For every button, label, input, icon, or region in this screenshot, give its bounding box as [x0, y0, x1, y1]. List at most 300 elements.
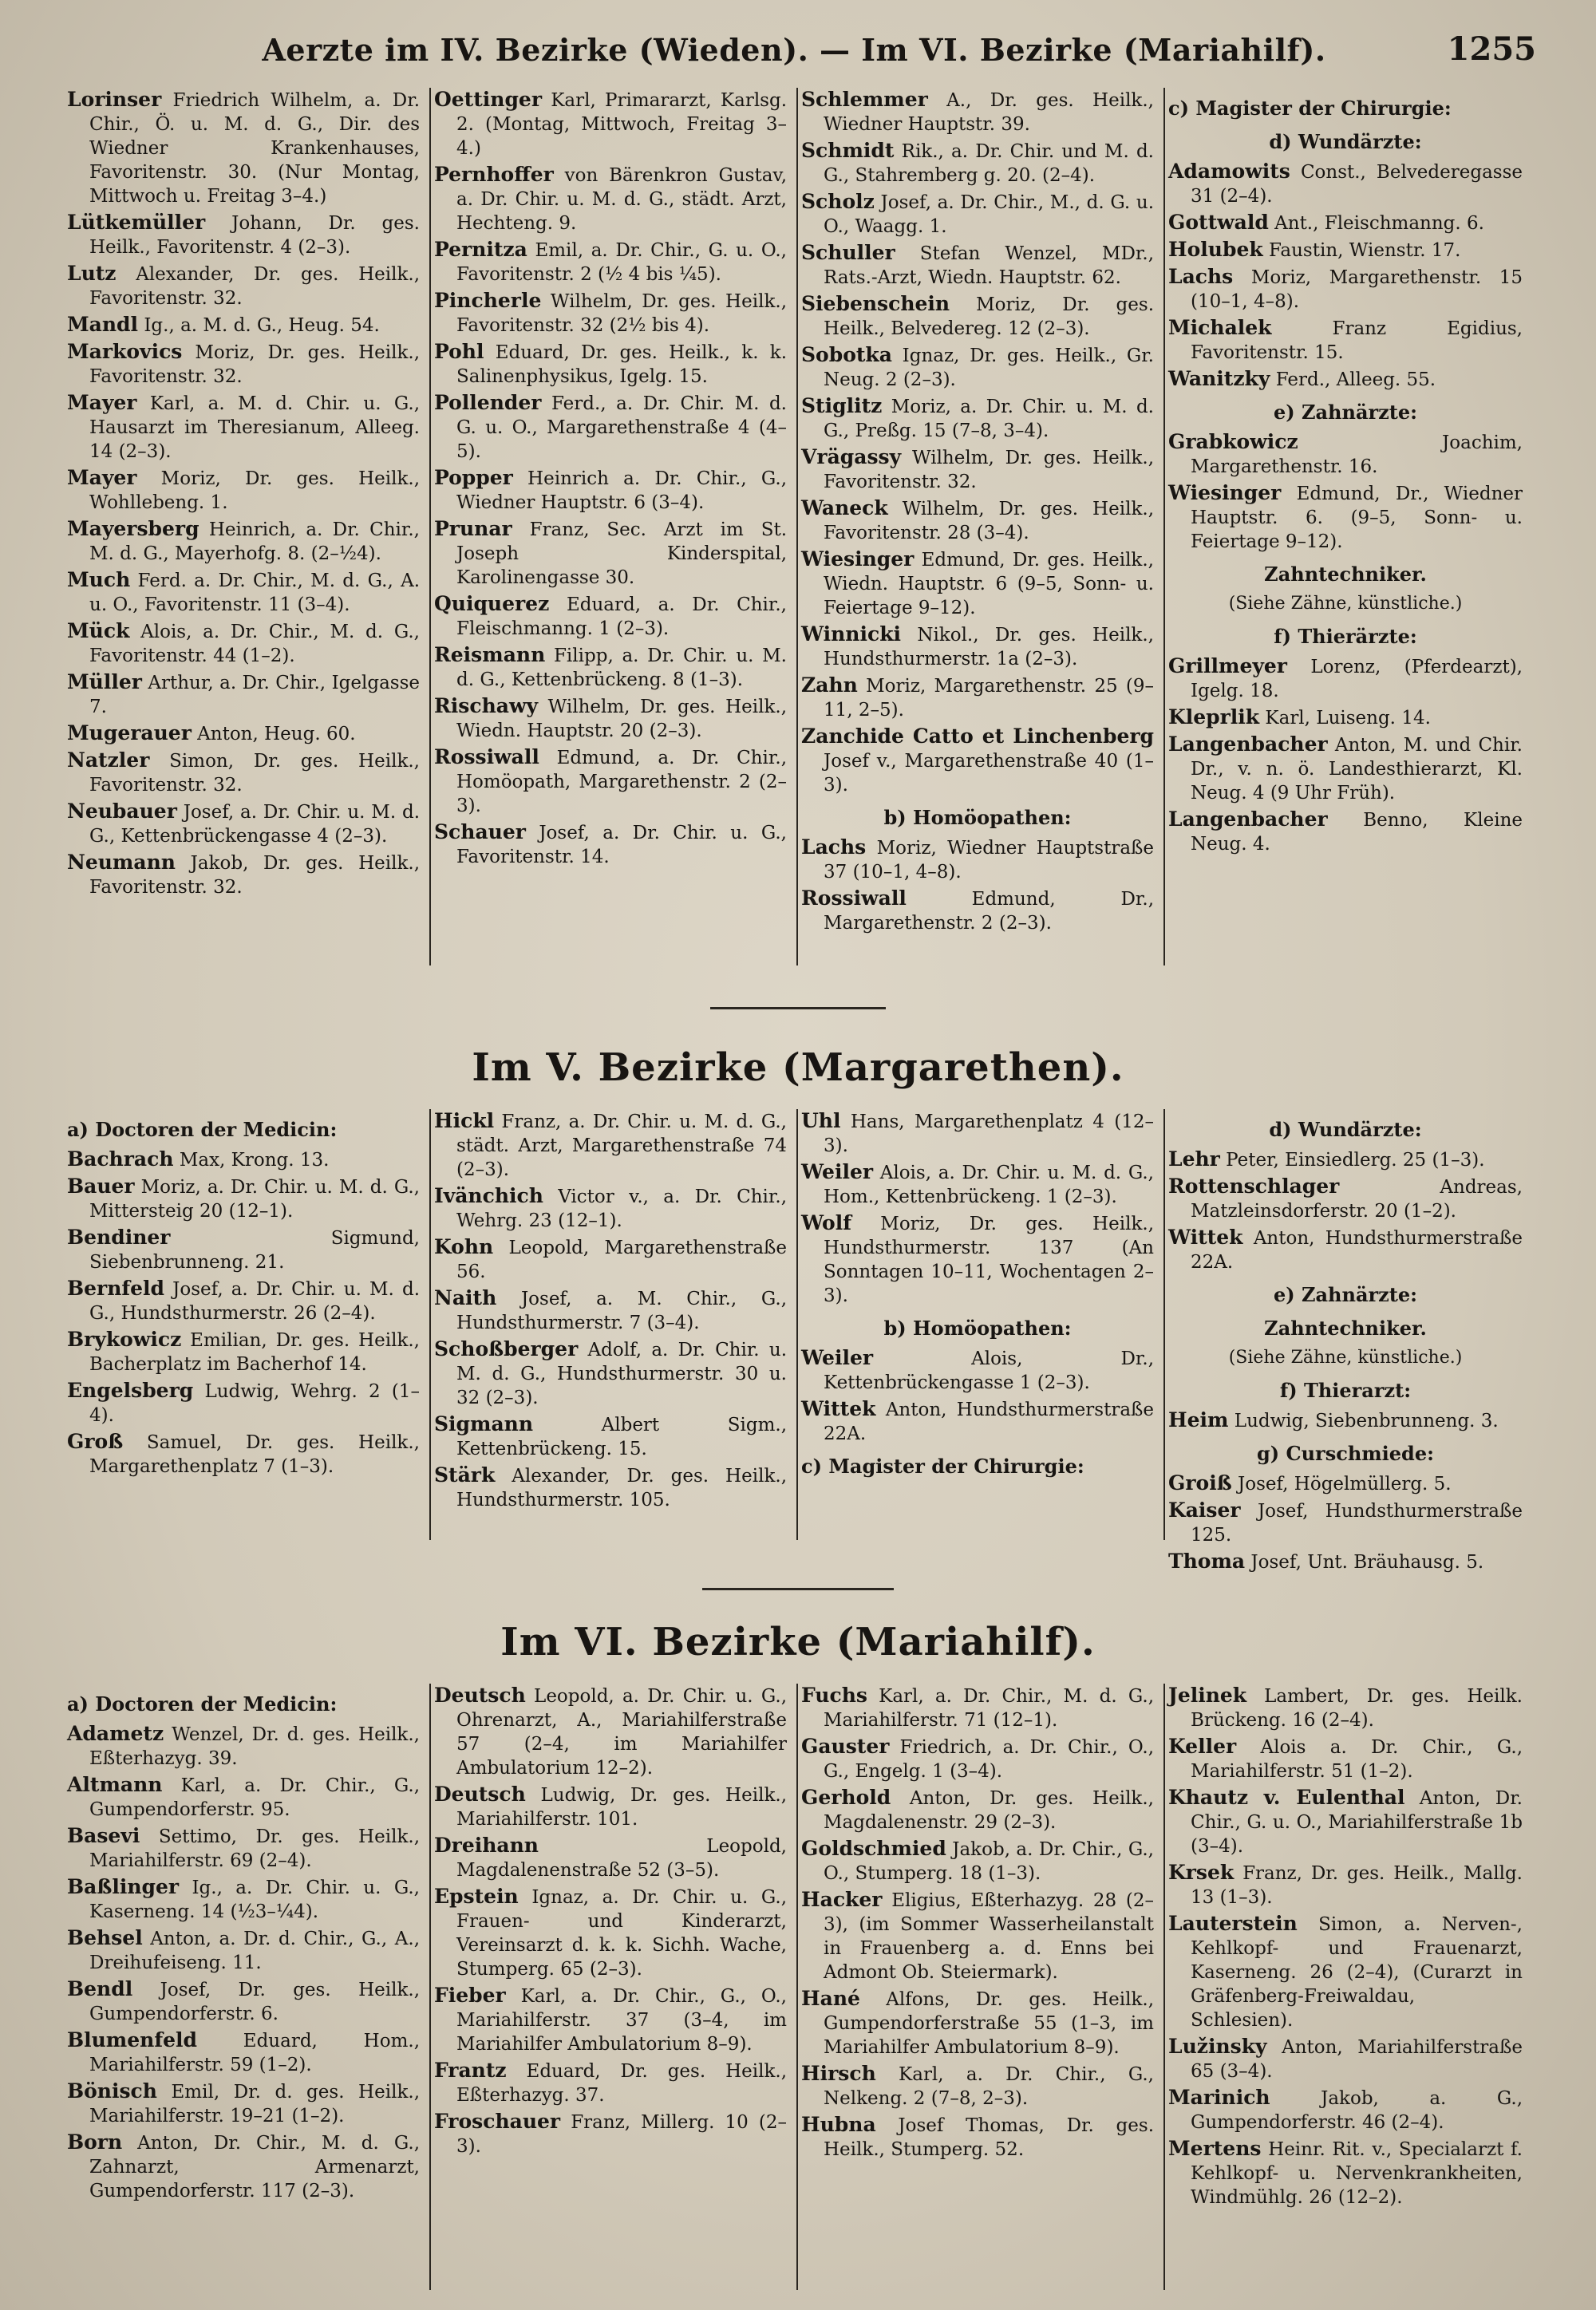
- entry-name: Uhl: [801, 1109, 841, 1132]
- entry-name: Jelinek: [1168, 1684, 1247, 1707]
- entry-name: Michalek: [1168, 316, 1272, 339]
- directory-entry: [67, 262, 420, 310]
- entry-name: Deutsch: [434, 1783, 526, 1806]
- directory-entry: [801, 445, 1154, 494]
- directory-entry: [434, 238, 787, 286]
- entry-name: Adametz: [67, 1722, 164, 1745]
- column-3: [798, 1109, 1165, 1540]
- column-2: [431, 88, 798, 965]
- directory-entry: [801, 1987, 1154, 2059]
- entry-details: Eduard, Dr. ges. Heilk., k. k. Salinenphysikus, Igelg. 15.: [456, 342, 788, 387]
- entry-details: Filipp, a. Dr. Chir. u. M. d. G., Kettenbrückeng. 8 (1–3).: [456, 646, 787, 690]
- entry-name: Bendiner: [67, 1226, 171, 1249]
- directory-entry: [801, 835, 1154, 884]
- entry-name: Schuller: [801, 241, 895, 264]
- directory-entry: [1168, 2137, 1523, 2209]
- directory-entry: [67, 1379, 420, 1427]
- entry-details: Karl, Luiseng. 14.: [1265, 708, 1431, 729]
- entry-name: Groß: [67, 1430, 124, 1453]
- entry-details: Alexander, Dr. ges. Heilk., Favoritenstr. 32.: [89, 264, 421, 309]
- entry-name: Lachs: [1168, 265, 1234, 288]
- entry-name: Lachs: [801, 835, 867, 859]
- directory-entry: [434, 1984, 787, 2056]
- entry-name: Kaiser: [1168, 1499, 1241, 1522]
- directory-entry: [1168, 430, 1523, 479]
- entry-list: [1168, 1684, 1523, 2209]
- entry-details: Anton, Hundsthurmerstraße 22A.: [824, 1400, 1154, 1444]
- column-2: [431, 1109, 798, 1540]
- entry-details: Moriz, Dr. ges. Heilk., Wohllebeng. 1.: [89, 468, 421, 513]
- entry-details: Albert Sigm., Kettenbrückeng. 15.: [456, 1415, 787, 1459]
- entry-name: Kleprlik: [1168, 705, 1260, 729]
- entry-details: Josef, Högelmüllerg. 5.: [1238, 1474, 1452, 1495]
- entry-name: Schmidt: [801, 139, 895, 162]
- subheading-curschmiede: g) Curschmiede:: [1257, 1442, 1434, 1465]
- entry-name: Frantz: [434, 2059, 507, 2082]
- entry-details: Nikol., Dr. ges. Heilk., Hundsthurmerstr. 1a (2–3).: [824, 625, 1154, 669]
- entry-name: Engelsberg: [67, 1379, 194, 1402]
- entry-name: Mayersberg: [67, 517, 200, 540]
- entry-details: Anton, Heug. 60.: [197, 724, 356, 744]
- column-4: [1165, 1109, 1532, 1573]
- subheading-zahntechniker: Zahntechniker.: [1264, 1317, 1427, 1340]
- entry-details: Franz, Millerg. 10 (2–3).: [456, 2112, 787, 2157]
- entry-name: Zanchide Catto et Linchenberg: [801, 725, 1154, 748]
- entry-name: Wittek: [1168, 1226, 1243, 1249]
- running-head: Aerzte im IV. Bezirke (Wieden). — Im VI. Bezirke (Mariahilf).: [262, 32, 1326, 68]
- column-1: [64, 1684, 431, 2290]
- entry-name: Altmann: [67, 1773, 163, 1796]
- entry-list: [1168, 1147, 1523, 1274]
- directory-entry: [1168, 1786, 1523, 1858]
- directory-entry: [801, 1684, 1154, 1732]
- section-wieden-columns: [64, 88, 1532, 965]
- entry-name: Much: [67, 568, 131, 591]
- entry-details: Franz, a. Dr. Chir. u. M. d. G., städt. Arzt, Margarethenstraße 74 (2–3).: [456, 1112, 787, 1180]
- entry-details: Alois a. Dr. Chir., G., Mariahilferstr. 51 (1–2).: [1191, 1737, 1523, 1782]
- directory-entry: [801, 547, 1154, 620]
- entry-name: Quiquerez: [434, 592, 550, 615]
- directory-entry: [1168, 1912, 1523, 2032]
- directory-entry: [434, 2059, 787, 2107]
- entry-details: Joachim, Margarethenstr. 16.: [1191, 432, 1523, 477]
- entry-name: Reismann: [434, 643, 546, 666]
- entry-list: [1168, 654, 1523, 856]
- directory-entry: [1168, 316, 1523, 365]
- entry-name: Thoma: [1168, 1550, 1246, 1573]
- section-wieden: [64, 88, 1532, 965]
- entry-details: Ignaz, a. Dr. Chir. u. G., Frauen- und Kinderarzt, Vereinsarzt d. k. k. Sichh. Wache, Stumperg. 65 (2–3).: [456, 1887, 788, 1980]
- entry-details: Edmund, Dr., Wiedner Hauptstr. 6. (9–5, Sonn- u. Feiertage 9–12).: [1191, 484, 1523, 552]
- entry-name: Lütkemüller: [67, 211, 206, 234]
- entry-name: Lorinser: [67, 88, 162, 111]
- directory-entry: [801, 1109, 1154, 1158]
- entry-name: Wanitzky: [1168, 367, 1270, 390]
- entry-list: [801, 835, 1154, 935]
- directory-entry: [1168, 732, 1523, 805]
- entry-name: Blumenfeld: [67, 2028, 197, 2051]
- entry-details: Wilhelm, Dr. ges. Heilk., Favoritenstr. 32.: [824, 448, 1155, 492]
- entry-details: Karl, a. M. d. Chir. u. G., Hausarzt im Theresianum, Alleeg. 14 (2–3).: [89, 393, 421, 462]
- directory-entry: [801, 1837, 1154, 1886]
- entry-name: Epstein: [434, 1885, 519, 1908]
- directory-entry: [1168, 238, 1523, 263]
- directory-entry: [801, 1397, 1154, 1446]
- directory-entry: [67, 721, 420, 746]
- entry-name: Mugerauer: [67, 721, 192, 744]
- directory-entry: [1168, 1147, 1523, 1172]
- directory-entry: [1168, 367, 1523, 392]
- entry-name: Grillmeyer: [1168, 654, 1287, 677]
- entry-details: Edmund, a. Dr. Chir., Homöopath, Margarethenstr. 2 (2–3).: [456, 748, 788, 816]
- directory-entry: [67, 748, 420, 797]
- directory-entry: [1168, 1226, 1523, 1274]
- directory-entry: [434, 163, 787, 235]
- entry-details: A., Dr. ges. Heilk., Wiedner Hauptstr. 39.: [824, 90, 1154, 135]
- directory-entry: [434, 1235, 787, 1284]
- directory-entry: [1168, 1175, 1523, 1223]
- directory-entry: [1168, 2035, 1523, 2083]
- directory-entry: [434, 88, 787, 160]
- entry-details: Friedrich, a. Dr. Chir., O., G., Engelg. 1 (3–4).: [824, 1737, 1155, 1782]
- entry-name: Langenbacher: [1168, 808, 1328, 831]
- column-3: [798, 1684, 1165, 2290]
- entry-name: Wolf: [801, 1211, 851, 1234]
- entry-details: Eduard, Hom., Mariahilferstr. 59 (1–2).: [89, 2031, 421, 2075]
- entry-name: Hirsch: [801, 2062, 876, 2085]
- entry-details: Ig., a. Dr. Chir. u. G., Kaserneng. 14 (½3–¼4).: [89, 1878, 420, 1922]
- entry-name: Fuchs: [801, 1684, 867, 1707]
- directory-entry: [434, 1783, 787, 1831]
- entry-details: Ignaz, Dr. ges. Heilk., Gr. Neug. 2 (2–3).: [824, 346, 1154, 390]
- entry-name: Lužinsky: [1168, 2035, 1267, 2058]
- entry-details: Anton, Dr. Chir., G. u. O., Mariahilferstraße 1b (3–4).: [1191, 1788, 1523, 1857]
- entry-name: Pohl: [434, 340, 484, 363]
- entry-details: Peter, Einsiedlerg. 25 (1–3).: [1226, 1150, 1485, 1171]
- column-2: [431, 1684, 798, 2290]
- entry-details: Anton, Dr. Chir., M. d. G., Zahnarzt, Armenarzt, Gumpendorferstr. 117 (2–3).: [89, 2133, 421, 2201]
- entry-details: Karl, a. Dr. Chir., G., Gumpendorferstr. 95.: [89, 1775, 421, 1820]
- directory-entry: [67, 1875, 420, 1924]
- entry-name: Pernitza: [434, 238, 527, 261]
- entry-name: Vrägassy: [801, 445, 902, 468]
- entry-name: Schlemmer: [801, 88, 928, 111]
- section-title: Im V. Bezirke (Margarethen).: [472, 1045, 1124, 1090]
- directory-entry: [434, 1286, 787, 1335]
- entry-details: Hans, Margarethenplatz 4 (12–3).: [824, 1112, 1155, 1156]
- entry-name: Kohn: [434, 1235, 494, 1258]
- directory-entry: [434, 1412, 787, 1461]
- entry-details: Josef, Unt. Bräuhausg. 5.: [1250, 1552, 1484, 1573]
- entry-name: Fieber: [434, 1984, 506, 2007]
- entry-name: Mayer: [67, 391, 137, 414]
- entry-details: Ludwig, Dr. ges. Heilk., Mariahilferstr. 101.: [456, 1785, 788, 1830]
- entry-name: Langenbacher: [1168, 732, 1328, 756]
- entry-details: Benno, Kleine Neug. 4.: [1191, 810, 1523, 855]
- entry-name: Waneck: [801, 496, 888, 519]
- entry-name: Siebenschein: [801, 292, 950, 315]
- entry-details: Faustin, Wienstr. 17.: [1269, 240, 1461, 261]
- directory-entry: [801, 673, 1154, 722]
- directory-entry: [67, 1226, 420, 1274]
- entry-details: Moriz, Dr. ges. Heilk., Belvedereg. 12 (2–3).: [824, 294, 1155, 339]
- entry-details: Emil, Dr. d. ges. Heilk., Mariahilferstr. 19–21 (1–2).: [89, 2082, 420, 2126]
- entry-name: Dreihann: [434, 1834, 539, 1857]
- note-zahntechniker: (Siehe Zähne, künstliche.): [1228, 594, 1463, 614]
- entry-name: Lauterstein: [1168, 1912, 1298, 1935]
- entry-details: Karl, Primararzt, Karlsg. 2. (Montag, Mittwoch, Freitag 3–4.): [456, 90, 788, 159]
- entry-details: Ferd., Alleeg. 55.: [1275, 369, 1436, 390]
- subheading-wundaerzte: d) Wundärzte:: [1269, 1118, 1422, 1141]
- subheading-doctoren: a) Doctoren der Medicin:: [67, 1692, 338, 1716]
- entry-name: Naith: [434, 1286, 497, 1309]
- entry-name: Bönisch: [67, 2079, 157, 2103]
- entry-name: Gottwald: [1168, 211, 1269, 234]
- directory-entry: [434, 466, 787, 515]
- entry-list: [1168, 1471, 1523, 1574]
- entry-details: Alois, a. Dr. Chir., M. d. G., Favoritenstr. 44 (1–2).: [89, 622, 420, 666]
- directory-entry: [434, 1109, 787, 1182]
- directory-entry: [67, 2028, 420, 2077]
- entry-details: Josef, a. Dr. Chir., M., d. G. u. O., Waagg. 1.: [824, 192, 1155, 237]
- entry-name: Adamowits: [1168, 160, 1290, 183]
- entry-details: Sigmund, Siebenbrunneng. 21.: [89, 1228, 420, 1273]
- entry-details: Josef, a. Dr. Chir. u. G., Favoritenstr. 14.: [456, 823, 787, 867]
- entry-details: Wenzel, Dr. d. ges. Heilk., Eßterhazyg. 39.: [89, 1724, 420, 1769]
- entry-details: Friedrich Wilhelm, a. Dr. Chir., Ö. u. M. d. G., Dir. des Wiedner Krankenhauses, Favoritenstr. 30. (Nur Montag, Mittwoch u. Freitag 3–4.): [89, 90, 421, 207]
- directory-entry: [1168, 2086, 1523, 2134]
- entry-name: Hubna: [801, 2113, 876, 2136]
- entry-details: Josef, a. Dr. Chir. u. M. d. G., Hundsthurmerstr. 26 (2–4).: [89, 1279, 421, 1324]
- entry-details: Anton, Hundsthurmerstraße 22A.: [1191, 1228, 1523, 1273]
- entry-name: Ivänchich: [434, 1184, 543, 1207]
- entry-details: Settimo, Dr. ges. Heilk., Mariahilferstr. 69 (2–4).: [89, 1826, 420, 1871]
- entry-name: Popper: [434, 466, 513, 489]
- entry-details: Franz Egidius, Favoritenstr. 15.: [1191, 318, 1523, 363]
- entry-name: Lehr: [1168, 1147, 1220, 1171]
- entry-details: Edmund, Dr. ges. Heilk., Wiedn. Hauptstr. 6 (9–5, Sonn- u. Feiertage 9–12).: [824, 550, 1154, 618]
- entry-details: Ferd., a. Dr. Chir. M. d. G. u. O., Margarethenstraße 4 (4–5).: [456, 393, 787, 462]
- entry-list: [67, 1722, 420, 2203]
- directory-entry: [801, 241, 1154, 290]
- entry-list: [434, 88, 787, 869]
- entry-details: Eduard, a. Dr. Chir., Fleischmanng. 1 (2–3).: [456, 594, 787, 639]
- directory-entry: [67, 391, 420, 464]
- entry-name: Pernhoffer: [434, 163, 554, 186]
- entry-list: [434, 1109, 787, 1512]
- entry-details: Josef Thomas, Dr. ges. Heilk., Stumperg. 52.: [824, 2115, 1155, 2160]
- entry-details: Eligius, Eßterhazyg. 28 (2–3), (im Sommer Wasserheilanstalt in Frauenberg a. d. Enns bei Admont Ob. Steiermark).: [824, 1890, 1154, 1983]
- entry-details: Ludwig, Wehrg. 2 (1–4).: [89, 1381, 420, 1426]
- entry-details: Jakob, Dr. ges. Heilk., Favoritenstr. 32.: [89, 853, 421, 898]
- directory-entry: [67, 1824, 420, 1873]
- entry-details: Lambert, Dr. ges. Heilk. Brückeng. 16 (2–4).: [1191, 1686, 1523, 1731]
- column-1: [64, 88, 431, 965]
- directory-entry: [1168, 265, 1523, 314]
- entry-details: Leopold, Margarethenstraße 56.: [456, 1238, 788, 1282]
- directory-entry: [801, 1786, 1154, 1834]
- entry-name: Sobotka: [801, 343, 892, 366]
- subheading-thieraerzte: f) Thierärzte:: [1274, 625, 1417, 648]
- entry-name: Deutsch: [434, 1684, 526, 1707]
- entry-details: Josef, a. M. Chir., G., Hundsthurmerstr. 7 (3–4).: [456, 1289, 788, 1333]
- entry-name: Bendl: [67, 1977, 133, 2000]
- entry-name: Stärk: [434, 1463, 496, 1487]
- entry-name: Markovics: [67, 340, 183, 363]
- entry-name: Gauster: [801, 1735, 890, 1758]
- subheading-zahntechniker: Zahntechniker.: [1264, 563, 1427, 586]
- entry-details: Jakob, a. Dr. Chir., G., O., Stumperg. 18 (1–3).: [824, 1839, 1154, 1884]
- directory-entry: [1168, 1684, 1523, 1732]
- entry-name: Goldschmied: [801, 1837, 946, 1860]
- section-margarethen: [64, 1045, 1532, 1573]
- entry-details: Simon, Dr. ges. Heilk., Favoritenstr. 32.: [89, 751, 420, 796]
- directory-entry: [67, 1977, 420, 2026]
- directory-entry: [67, 2079, 420, 2128]
- entry-list: [801, 88, 1154, 797]
- entry-details: Moriz, Margarethenstr. 15 (10–1, 4–8).: [1191, 267, 1523, 312]
- directory-entry: [801, 622, 1154, 671]
- entry-name: Müller: [67, 670, 142, 693]
- entry-name: Rottenschlager: [1168, 1175, 1340, 1198]
- entry-details: Wilhelm, Dr. ges. Heilk., Favoritenstr. 28 (3–4).: [824, 499, 1154, 543]
- entry-name: Hickl: [434, 1109, 495, 1132]
- page-number: 1255: [1447, 30, 1536, 68]
- directory-entry: [801, 1346, 1154, 1395]
- column-3: [798, 88, 1165, 965]
- entry-name: Bauer: [67, 1175, 135, 1198]
- entry-details: Johann, Dr. ges. Heilk., Favoritenstr. 4 (2–3).: [89, 213, 420, 258]
- entry-details: Anton, Mariahilferstraße 65 (3–4).: [1191, 2037, 1523, 2082]
- entry-details: Karl, a. Dr. Chir., G., Nelkeng. 2 (7–8, 2–3).: [824, 2064, 1154, 2109]
- subheading-homoeopathen: b) Homöopathen:: [883, 1317, 1072, 1340]
- entry-details: Anton, Dr. ges. Heilk., Magdalenenstr. 29 (2–3).: [824, 1788, 1154, 1833]
- directory-entry: [801, 1211, 1154, 1308]
- entry-name: Pollender: [434, 391, 542, 414]
- subheading-magister: c) Magister der Chirurgie:: [1168, 97, 1452, 120]
- entry-details: Ferd. a. Dr. Chir., M. d. G., A. u. O., Favoritenstr. 11 (3–4).: [89, 571, 421, 615]
- entry-details: Emilian, Dr. ges. Heilk., Bacherplatz im Bacherhof 14.: [89, 1330, 420, 1375]
- entry-details: Josef, Dr. ges. Heilk., Gumpendorferstr. 6.: [89, 1980, 421, 2024]
- directory-entry: [1168, 1550, 1523, 1574]
- entry-details: Leopold, a. Dr. Chir. u. G., Ohrenarzt, A., Mariahilferstraße 57 (2–4, im Mariahilfer Ambulatorium 12–2).: [456, 1686, 788, 1779]
- directory-entry: [434, 745, 787, 818]
- directory-entry: [801, 2113, 1154, 2162]
- entry-details: Moriz, Wiedner Hauptstraße 37 (10–1, 4–8).: [824, 838, 1155, 883]
- entry-details: Franz, Sec. Arzt im St. Joseph Kinderspital, Karolinengasse 30.: [456, 519, 788, 588]
- entry-name: Wiesinger: [1168, 481, 1282, 504]
- directory-entry: [801, 1160, 1154, 1209]
- directory-entry: [801, 190, 1154, 239]
- entry-name: Mück: [67, 619, 130, 642]
- entry-name: Gerhold: [801, 1786, 891, 1809]
- entry-details: Moriz, a. Dr. Chir. u. M. d. G., Preßg. 15 (7–8, 3–4).: [824, 397, 1154, 441]
- entry-details: Rik., a. Dr. Chir. und M. d. G., Stahremberg g. 20. (2–4).: [824, 141, 1154, 186]
- directory-entry: [67, 1175, 420, 1223]
- directory-entry: [67, 211, 420, 259]
- entry-details: Arthur, a. Dr. Chir., Igelgasse 7.: [89, 673, 421, 717]
- directory-entry: [434, 391, 787, 464]
- entry-list: [801, 1109, 1154, 1308]
- entry-details: von Bärenkron Gustav, a. Dr. Chir. u. M. d. G., städt. Arzt, Hechteng. 9.: [456, 165, 788, 234]
- entry-name: Heim: [1168, 1408, 1229, 1431]
- directory-entry: [434, 2110, 787, 2158]
- column-4: [1165, 1684, 1532, 2290]
- column-4: [1165, 88, 1532, 965]
- entry-name: Bachrach: [67, 1147, 174, 1171]
- entry-details: Alfons, Dr. ges. Heilk., Gumpendorferstraße 55 (1–3, im Mariahilfer Ambulatorium 8–9).: [824, 1989, 1155, 2058]
- directory-entry: [1168, 160, 1523, 208]
- entry-name: Mandl: [67, 313, 139, 336]
- directory-entry: [434, 1684, 787, 1780]
- directory-entry: [434, 1184, 787, 1233]
- entry-name: Khautz v. Eulenthal: [1168, 1786, 1405, 1809]
- directory-entry: [67, 851, 420, 899]
- entry-list: [1168, 430, 1523, 554]
- directory-entry: [434, 1834, 787, 1882]
- section-divider: [710, 1007, 886, 1009]
- directory-entry: [801, 2062, 1154, 2111]
- subheading-zahnaerzte: e) Zahnärzte:: [1274, 401, 1417, 424]
- directory-entry: [67, 340, 420, 389]
- entry-name: Baßlinger: [67, 1875, 180, 1898]
- entry-name: Krsek: [1168, 1861, 1235, 1884]
- directory-entry: [1168, 654, 1523, 703]
- directory-entry: [434, 643, 787, 692]
- directory-entry: [1168, 705, 1523, 730]
- entry-details: Karl, a. Dr. Chir., M. d. G., Mariahilferstr. 71 (12–1).: [824, 1686, 1154, 1731]
- entry-details: Lorenz, (Pferdearzt), Igelg. 18.: [1191, 657, 1523, 701]
- entry-details: Stefan Wenzel, MDr., Rats.-Arzt, Wiedn. Hauptstr. 62.: [824, 243, 1155, 288]
- entry-name: Natzler: [67, 748, 150, 772]
- entry-details: Eduard, Dr. ges. Heilk., Eßterhazyg. 37.: [456, 2061, 788, 2106]
- entry-details: Heinr. Rit. v., Specialarzt f. Kehlkopf- u. Nervenkrankheiten, Windmühlg. 26 (12–2).: [1191, 2139, 1523, 2208]
- entry-details: Jakob, a. G., Gumpendorferstr. 46 (2–4).: [1191, 2088, 1523, 2133]
- entry-name: Winnicki: [801, 622, 902, 646]
- directory-entry: [67, 2130, 420, 2203]
- subheading-thierarzt: f) Thierarzt:: [1279, 1379, 1412, 1402]
- entry-details: Anton, a. Dr. d. Chir., G., A., Dreihufeiseng. 11.: [89, 1929, 421, 1973]
- directory-entry: [67, 1722, 420, 1771]
- entry-details: Emil, a. Dr. Chir., G. u. O., Favoritenstr. 2 (½ 4 bis ¼5).: [456, 240, 787, 285]
- entry-name: Mertens: [1168, 2137, 1262, 2160]
- directory-entry: [67, 1430, 420, 1479]
- directory-entry: [67, 568, 420, 617]
- section-divider: [702, 1588, 894, 1590]
- section-margarethen-columns: [64, 1109, 1532, 1573]
- directory-entry: [67, 88, 420, 208]
- directory-entry: [801, 394, 1154, 443]
- subheading-homoeopathen: b) Homöopathen:: [883, 806, 1072, 829]
- subheading-magister: c) Magister der Chirurgie:: [801, 1455, 1084, 1478]
- entry-details: Ig., a. M. d. G., Heug. 54.: [144, 315, 380, 336]
- directory-entry: [434, 820, 787, 869]
- section-mariahilf-columns: [64, 1684, 1532, 2290]
- entry-name: Holubek: [1168, 238, 1263, 261]
- entry-details: Heinrich a. Dr. Chir., G., Wiedner Hauptstr. 6 (3–4).: [456, 468, 787, 513]
- entry-name: Zahn: [801, 673, 858, 697]
- entry-details: Josef, Hundsthurmerstraße 125.: [1191, 1501, 1523, 1546]
- column-1: [64, 1109, 431, 1540]
- entry-name: Rischawy: [434, 694, 538, 717]
- entry-name: Lutz: [67, 262, 117, 285]
- entry-details: Max, Krong. 13.: [179, 1150, 330, 1171]
- entry-name: Behsel: [67, 1926, 143, 1949]
- directory-entry: [1168, 1735, 1523, 1783]
- directory-entry: [67, 800, 420, 848]
- directory-entry: [67, 619, 420, 668]
- directory-entry: [1168, 481, 1523, 554]
